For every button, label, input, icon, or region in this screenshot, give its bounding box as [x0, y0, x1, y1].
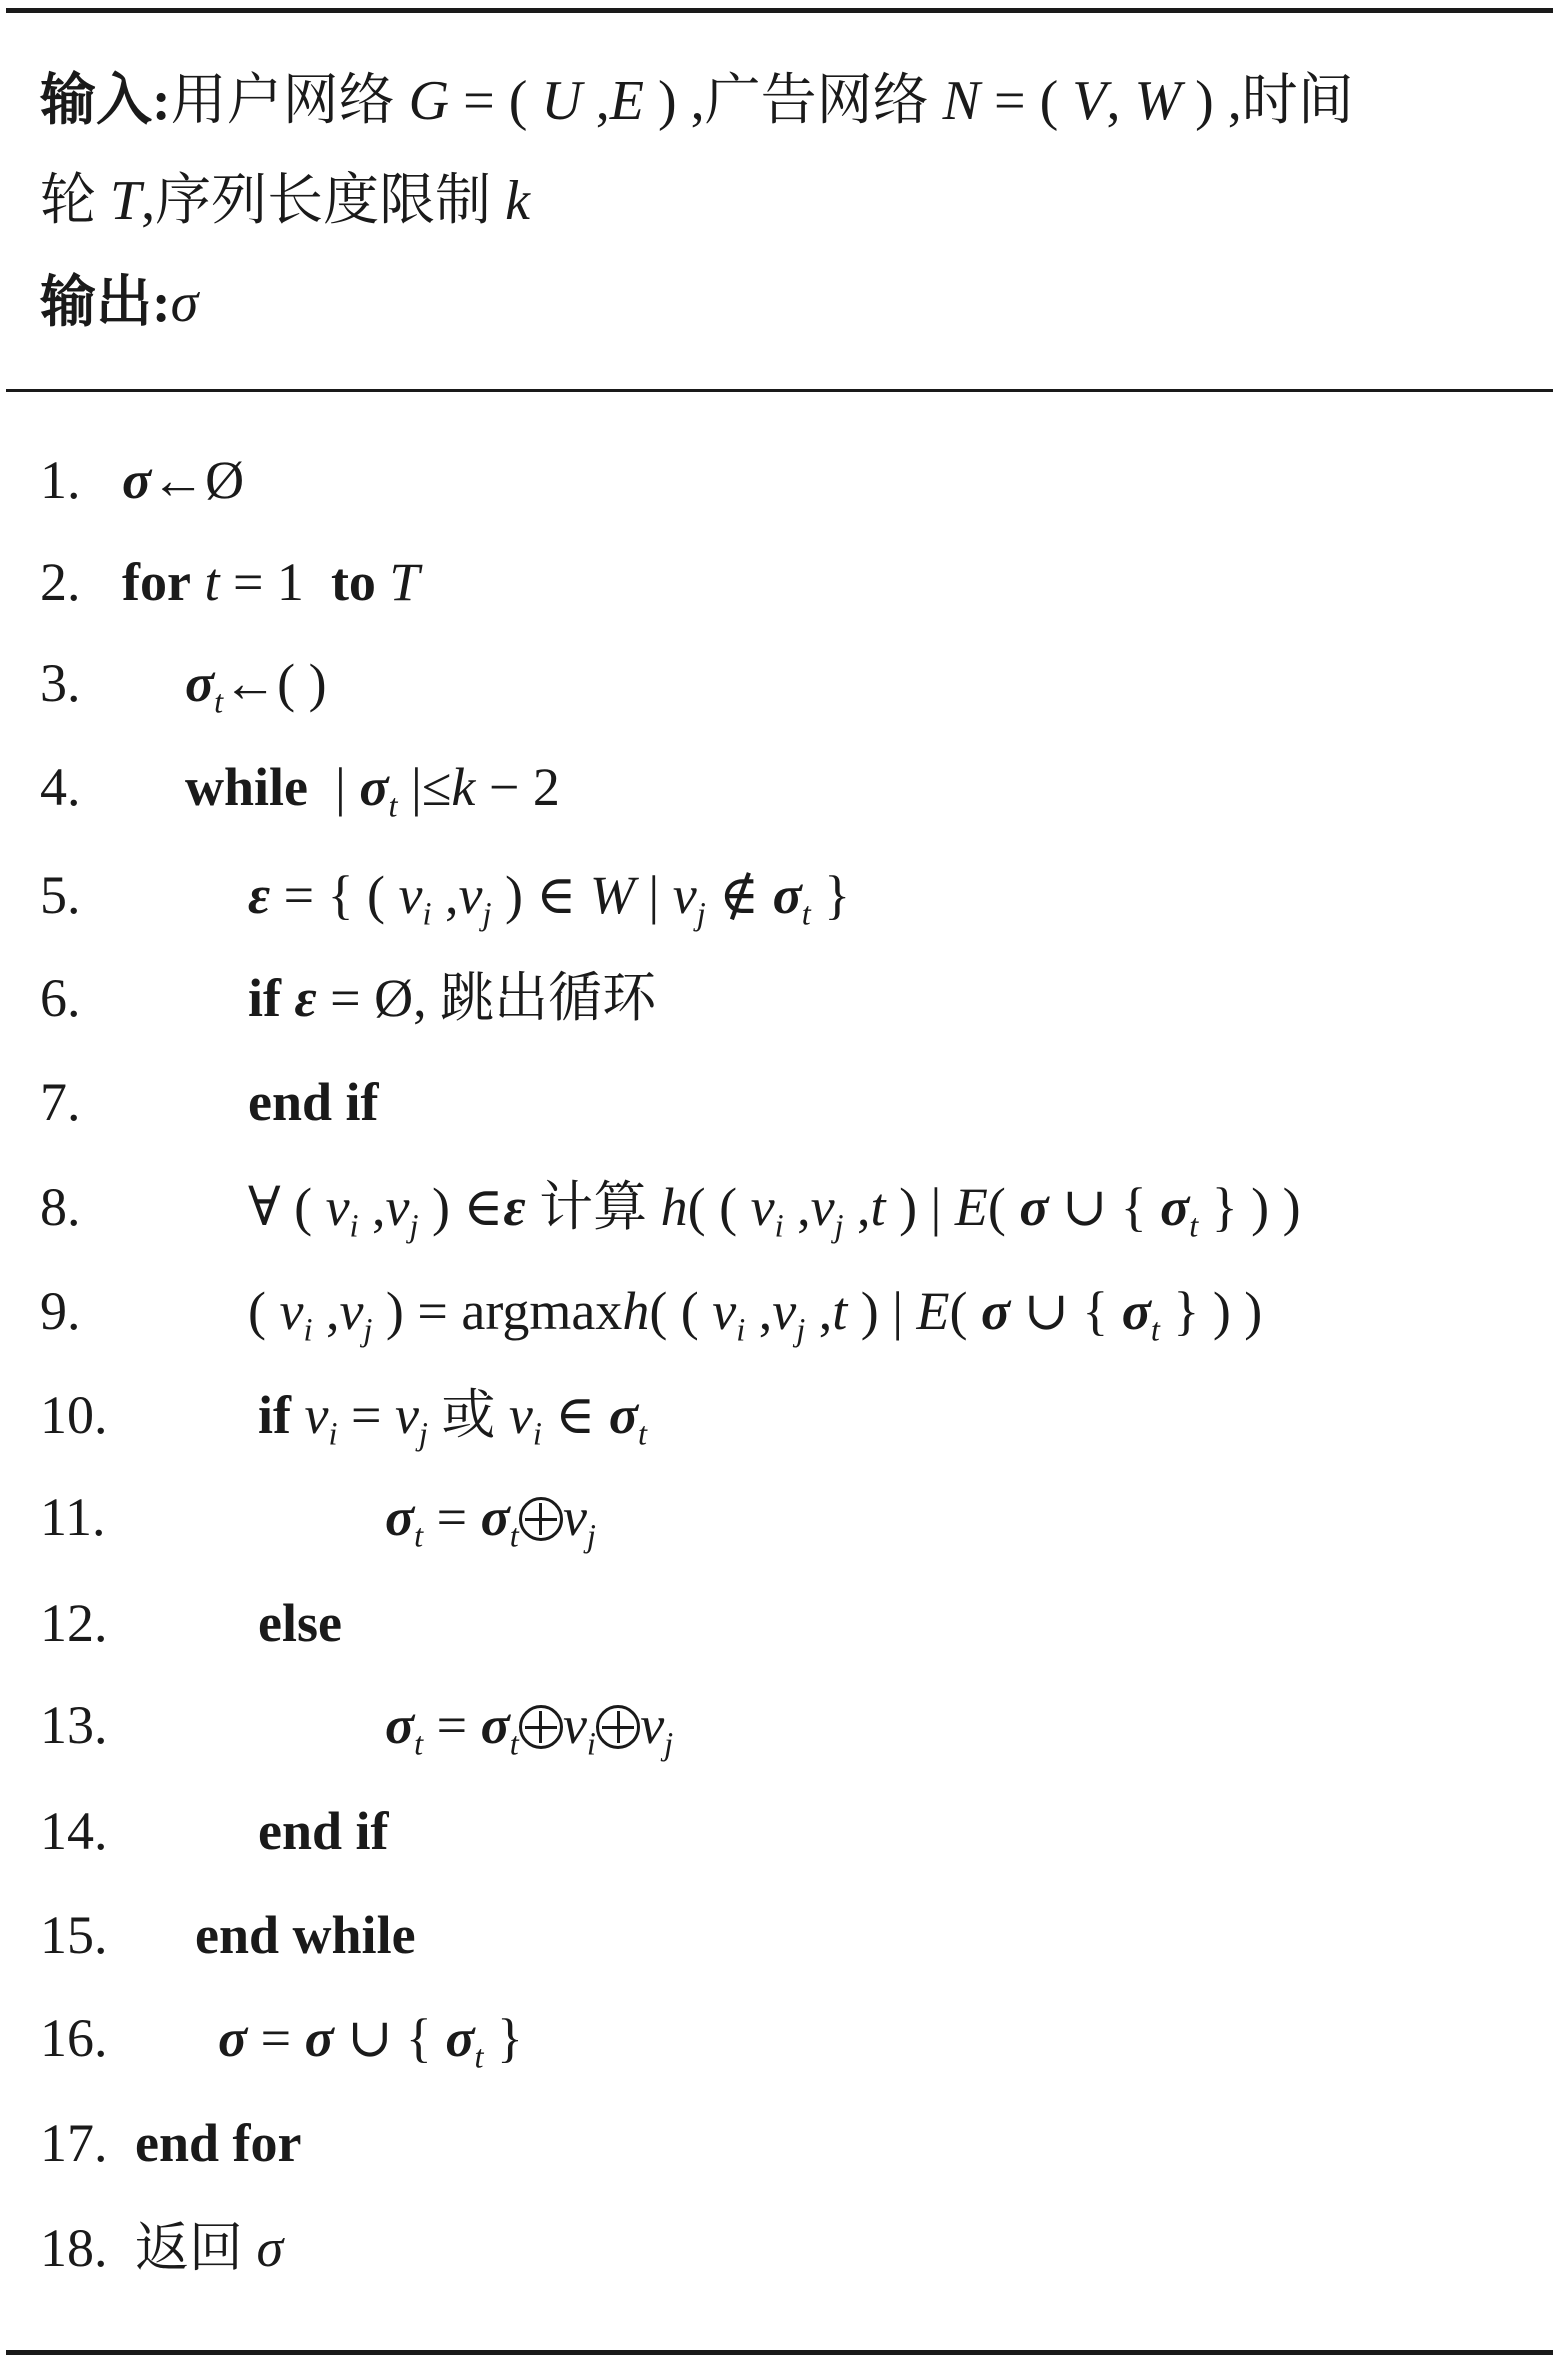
oplus-icon [519, 1497, 563, 1541]
line-content: $\sigma_t = \sigma_t$ $v_i$ $v_j$ [385, 1695, 674, 1763]
line-number: 2. [40, 552, 81, 612]
line-content [258, 1588, 342, 1658]
keyword-end-if: end if [248, 1072, 379, 1132]
input-label: 输入: [40, 70, 171, 132]
line-text: 或 [441, 1385, 496, 1445]
line-number: 8. [40, 1177, 81, 1237]
line-content [248, 1067, 379, 1137]
keyword-end-for: end for [135, 2113, 302, 2173]
line-number: 17. [40, 2113, 108, 2173]
oplus-icon [596, 1705, 640, 1749]
line-content: $\sigma_t = \sigma_t$ $v_j$ [385, 1487, 596, 1555]
input-line-2: 轮 T,序列长度限制 k [40, 170, 531, 232]
output-label: 输出: [40, 272, 171, 334]
keyword-else: else [258, 1593, 342, 1653]
line-text: 返回 [135, 2218, 243, 2278]
oplus-icon [519, 1705, 563, 1749]
input-text-time: 时间 [1241, 70, 1354, 132]
keyword-while: while [185, 757, 309, 817]
line-content: σ←Ø [122, 450, 245, 510]
line-number: 14. [40, 1801, 108, 1861]
line-content: σ = σ ∪ { $\sigma_t$ } [218, 2008, 523, 2076]
line-number: 16. [40, 2008, 108, 2068]
bottom-rule [6, 2350, 1553, 2355]
line-number: 12. [40, 1593, 108, 1653]
line-content: if ε = Ø, 跳出循环 [248, 968, 657, 1028]
line-content: if $v_i = v_j$ 或 $v_i$ ∈ $\sigma_t$ [258, 1385, 647, 1453]
line-number: 13. [40, 1695, 108, 1755]
header-separator [6, 389, 1553, 392]
line-number: 3. [40, 653, 81, 713]
line-text: 计算 [539, 1177, 648, 1237]
input-text-round: 轮 [40, 170, 96, 232]
input-text-ad-network: 广告网络 [704, 70, 929, 132]
line-content: ε = { ( $v_i$ $,v_j$ ) ∈ W | $v_j$ ∉ $\sigma_t$ } [248, 865, 851, 933]
line-content: while | $\sigma_t$ |≤k − 2 [185, 757, 560, 825]
line-number: 11. [40, 1487, 106, 1547]
line-content [258, 1796, 389, 1866]
line-content: ∀ ( $v_i$ $,v_j$ ) ∈ε 计算 h( ( $v_i$ $,v_j$ ,t ) | E( σ ∪ { $\sigma_t$ } ) ) [248, 1177, 1301, 1245]
line-number: 7. [40, 1072, 81, 1132]
line-number: 18. [40, 2218, 108, 2278]
line-content: for t = 1 to T [122, 552, 420, 612]
line-content: ( $v_i$ $,v_j$ ) = argmaxh( ( $v_i$ $,v_j$ ,t ) | E( σ ∪ { $\sigma_t$ } ) ) [248, 1281, 1263, 1349]
line-text: argmax [461, 1281, 623, 1341]
keyword-if: if [248, 968, 281, 1028]
line-text: 跳出循环 [440, 968, 657, 1028]
line-content [195, 1900, 416, 1970]
top-rule [6, 8, 1553, 13]
line-content [135, 2108, 301, 2178]
line-number: 6. [40, 968, 81, 1028]
line-number: 4. [40, 757, 81, 817]
line-number: 15. [40, 1905, 108, 1965]
keyword-to: to [330, 552, 376, 612]
line-number: 1. [40, 450, 81, 510]
line-content: 返回 σ [135, 2218, 284, 2278]
line-content: $\sigma_t\leftarrow$( ) [185, 653, 327, 721]
input-text-user-network: 用户网络 [170, 70, 395, 132]
keyword-for: for [122, 552, 191, 612]
line-number: 10. [40, 1385, 108, 1445]
input-line-1: 输入:用户网络 G = ( U ,E ) ,广告网络 N = ( V, W ) ,时间 [40, 70, 1354, 132]
output-line: 输出:σ [40, 272, 199, 334]
keyword-end-while: end while [195, 1905, 416, 1965]
line-number: 5. [40, 865, 81, 925]
line-number: 9. [40, 1281, 81, 1341]
keyword-end-if: end if [258, 1801, 389, 1861]
keyword-if: if [258, 1385, 291, 1445]
input-text-seq-limit: 序列长度限制 [155, 170, 492, 232]
